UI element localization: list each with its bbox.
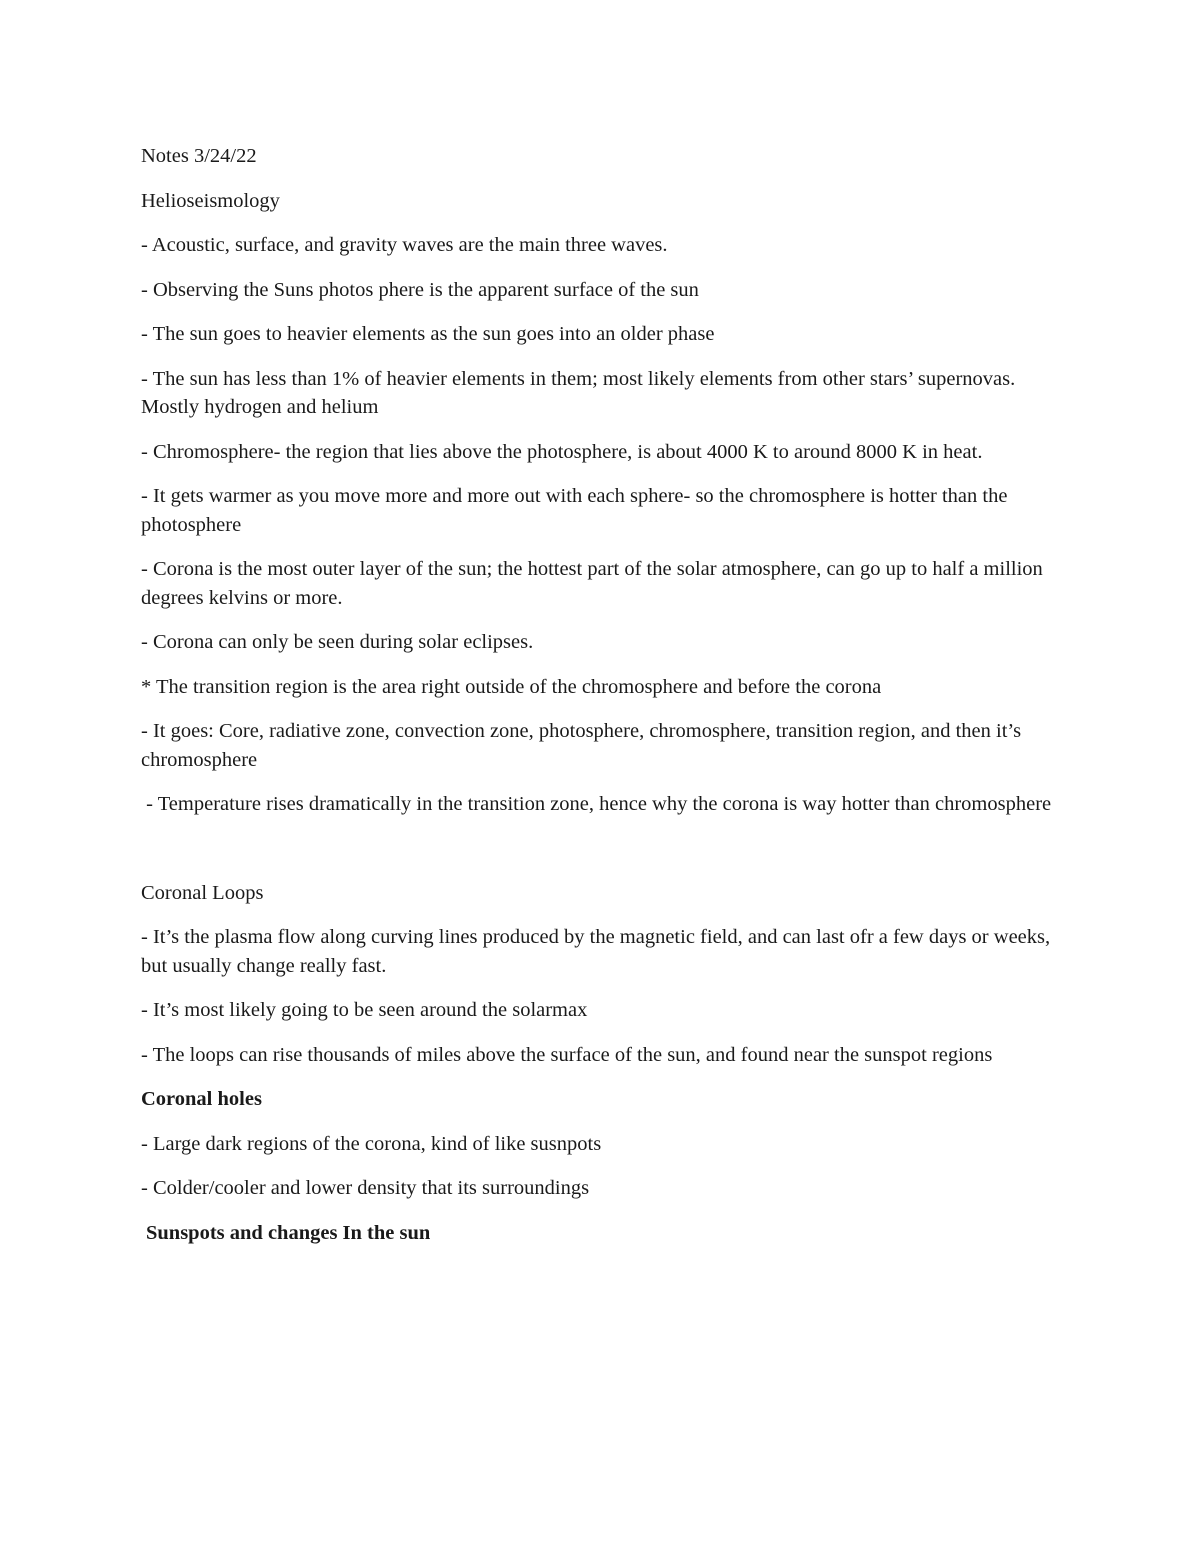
note-item: - The sun goes to heavier elements as the sun goes into an older phase [141, 323, 715, 345]
note-item: - It gets warmer as you move more and more out with each sphere- so the chromosphere is hotter than the photosphere [141, 485, 1008, 536]
date-line: Notes 3/24/22 [141, 145, 257, 167]
note-item: - Observing the Suns photos phere is the apparent surface of the sun [141, 278, 699, 301]
note-item: - Corona can only be seen during solar eclipses. [141, 631, 534, 653]
note-item: - Temperature rises dramatically in the transition zone, hence why the corona is way hotter than chromosphere [141, 793, 1052, 815]
note-item: - It goes: Core, radiative zone, convection zone, photosphere, chromosphere, transition region, and then it’s chromosphere [141, 720, 1022, 771]
section-title-helioseismology: Helioseismology [141, 189, 280, 212]
note-item: * The transition region is the area right outside of the chromosphere and before the corona [141, 675, 882, 698]
section-title-sunspots: Sunspots and changes In the sun [146, 1221, 431, 1244]
section-title-coronal-loops: Coronal Loops [141, 881, 264, 904]
note-item: - Corona is the most outer layer of the sun; the hottest part of the solar atmosphere, can go up to half a million degrees kelvins or more. [141, 558, 1043, 609]
note-item: - Chromosphere- the region that lies above the photosphere, is about 4000 K to around 8000 K in heat. [141, 440, 983, 463]
blank-line [141, 835, 1066, 879]
note-item: - The sun has less than 1% of heavier elements in them; most likely elements from other stars’ supernovas. Mostly hydrogen and helium [141, 367, 1016, 418]
section-title-coronal-holes: Coronal holes [141, 1088, 262, 1110]
document-body [141, 142, 1066, 1263]
note-item: - Colder/cooler and lower density that its surroundings [141, 1177, 590, 1199]
note-item: - It’s the plasma flow along curving lines produced by the magnetic field, and can last ofr a few days or weeks, but usually change really fast. [141, 926, 1051, 977]
note-item: - The loops can rise thousands of miles above the surface of the sun, and found near the sunspot regions [141, 1043, 993, 1066]
note-item: - Large dark regions of the corona, kind of like susnpots [141, 1132, 602, 1155]
note-item: - It’s most likely going to be seen around the solarmax [141, 999, 588, 1021]
note-item: - Acoustic, surface, and gravity waves are the main three waves. [141, 234, 668, 256]
